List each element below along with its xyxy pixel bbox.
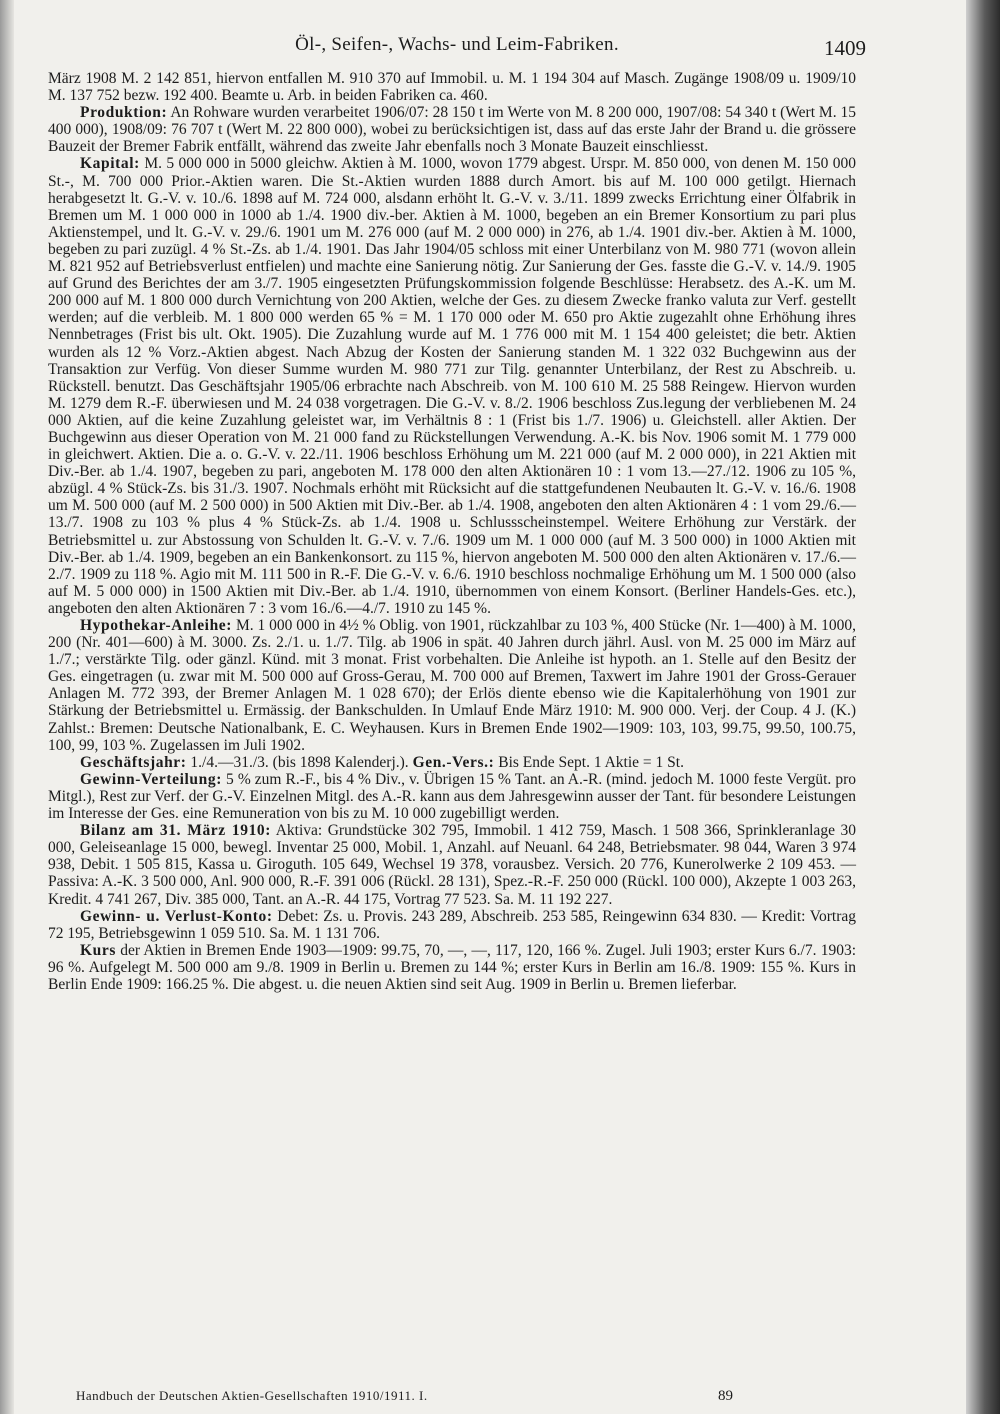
section-label: Gewinn- u. Verlust-Konto: <box>80 907 273 925</box>
section-label: Produktion: <box>80 104 168 122</box>
paragraph-text: 5 % zum R.-F., bis 4 % Div., v. Übrigen 15 % Tant. an A.-R. (mind. jedoch M. 1000 feste Vergüt. pro Mitgl.), Rest zur Verf. der G.-V. Einzelnen Mitgl. des A.-R. kann aus dem Jahresgewinn ausser der Tant. für besondere Leistungen im Interesse der Ges. eine Remuneration von bis zu M. 10 000 zugebilligt werden. <box>48 770 856 823</box>
paragraph-text: der Aktien in Bremen Ende 1903—1909: 99.75, 70, —, —, 117, 120, 166 %. Zugel. Juli 1903; erster Kurs 6./7. 1903: 96 %. Aufgelegt M. 500 000 am 9./8. 1909 in Berlin u. Bremen zu 144 %; erster Kurs in Berlin am 16./8. 1909: 155 %. Kurs in Berlin Ende 1909: 166.25 %. Die abgest. u. die neuen Aktien sind seit Aug. 1909 in Berlin u. Bremen lieferbar. <box>48 941 857 993</box>
paragraph-text: 1./4.—31./3. (bis 1898 Kalenderj.). <box>190 753 409 771</box>
paragraph-kapital <box>48 155 856 617</box>
section-label: Hypothekar-Anleihe: <box>80 617 233 634</box>
section-label: Bilanz am 31. März 1910: <box>80 822 272 840</box>
paragraph-text: März 1908 M. 2 142 851, hiervon entfallen M. 910 370 auf Immobil. u. M. 1 194 304 auf Masch. Zugänge 1908/09 u. 1909/10 M. 137 752 bezw. 192 400. Beamte u. Arb. in beiden Fabriken ca. 460. <box>48 70 856 105</box>
paragraph-gewinn-verteilung <box>48 771 856 822</box>
section-label-gen-vers: Gen.-Vers.: <box>412 753 495 771</box>
section-label: Kurs <box>80 941 116 959</box>
section-label: Kapital: <box>80 155 140 173</box>
body-text <box>48 70 856 993</box>
page-number: 1409 <box>824 36 866 60</box>
signature-mark: 89 <box>718 1388 733 1404</box>
paragraph-text: M. 1 000 000 in 4½ % Oblig. von 1901, rückzahlbar zu 103 %, 400 Stücke (Nr. 1—400) à M. 1000, 200 (Nr. 401—600) à M. 3000. Zs. 2./1. u. 1./7. Tilg. ab 1906 in spät. 40 Jahren durch jährl. Ausl. von M. 25 000 im März auf 1./7.; verstärkte Tilg. oder gänzl. Künd. mit 3 monat. Frist vorbehalten. Die Anleihe ist hypoth. an 1. Stelle auf den Besitz der Ges. eingetragen (u. zwar mit M. 500 000 auf Gross-Gerau, M. 700 000 auf Bremen, Taxwert im Jahre 1901 der Gross-Gerauer Anlagen M. 772 393, der Bremer Anlagen M. 1 028 670); der Erlös diente ebenso wie die Kapitalerhöhung von 1901 zur Stärkung der Betriebsmittel u. Ermässig. der Bankschulden. In Umlauf Ende März 1910: M. 900 000. Verj. der Coup. 4 J. (K.) Zahlst.: Bremen: Deutsche Nationalbank, E. C. Weyhausen. Kurs in Bremen Ende 1902—1909: 103, 103, 99.75, 99.50, 100.75, 100, 99, 103 %. Zugelassen im Juli 1902. <box>48 617 857 754</box>
paragraph-hypothekar-anleihe <box>48 617 856 754</box>
paragraph-text: M. 5 000 000 in 5000 gleichw. Aktien à M. 1000, wovon 1779 abgest. Urspr. M. 850 000, von denen M. 150 000 St.-, M. 700 000 Prior.-Aktien waren. Die St.-Aktien wurden 1888 durch Amort. bis auf M. 100 000 getilgt. Hiernach herabgesetzt lt. G.-V. v. 10./6. 1898 auf M. 724 000, alsdann erhöht lt. G.-V. v. 3./11. 1899 zwecks Errichtung einer Ölfabrik in Bremen um M. 1 000 000 in 1000 ab 1./4. 1900 div.-ber. Aktien à M. 1000, begeben an ein Bremer Konsortium zu pari plus Aktienstempel, und lt. G.-V. v. 29./6. 1901 um M. 276 000 (auf M. 2 000 000) in 276, ab 1./4. 1901 div.-ber. Aktien à M. 1000, begeben zu pari zuzügl. 4 % St.-Zs. ab 1./4. 1901. Das Jahr 1904/05 schloss mit einer Unterbilanz von M. 980 771 (wovon allein M. 821 952 auf Betriebsverlust entfielen) und machte eine Sanierung nötig. Zur Sanierung der Ges. fasste die G.-V. v. 14./9. 1905 auf Grund des Berichtes der am 3./7. 1905 eingesetzten Prüfungskommission folgende Beschlüsse: Herabsetz. des A.-K. um M. 200 000 auf M. 1 800 000 durch Vernichtung von 200 Aktien, welche der Ges. zu diesem Zwecke franko valuta zur Verf. gestellt werden; auf die verbleib. M. 1 800 000 werden 65 % = M. 1 170 000 oder M. 650 pro Aktie zugezahlt ohne Erhöhung ihres Nennbetrages (Frist bis ult. Okt. 1905). Die Zuzahlung wurde auf M. 1 776 000 mit M. 1 154 400 geleistet; die betr. Aktien wurden als 12 % Vorz.-Aktien abgest. Nach Abzug der Kosten der Sanierung standen M. 1 322 032 Buchgewinn aus der Transaktion zur Verfüg. Von dieser Summe wurden M. 980 771 zur Tilg. genannter Unterbilanz, der Rest zu Abschreib. u. Rückstell. benutzt. Das Geschäftsjahr 1905/06 erbrachte nach Abschreib. von M. 100 610 M. 25 588 Reingew. Hiervon wurden M. 1279 dem R.-F. überwiesen und M. 24 038 vorgetragen. Die G.-V. v. 8./2. 1906 beschloss Zus.legung der verbliebenen M. 24 000 Aktien, auf die keine Zuzahlung geleistet war, im Verhältnis 8 : 1 (Frist bis 1./7. 1906) u. Gleichstell. aller Aktien. Der Buchgewinn aus dieser Operation von M. 21 000 fand zu Rückstellungen Verwendung. A.-K. bis Nov. 1906 somit M. 1 779 000 in gleichwert. Aktien. Die a. o. G.-V. v. 22./11. 1906 beschloss Erhöhung um M. 221 000 (auf M. 2 000 000), in 221 Aktien mit Div.-Ber. ab 1./4. 1907, begeben zu pari, angeboten M. 178 000 den alten Aktionären 10 : 1 vom 13.—27./12. 1906 zu 105 %, abzügl. 4 % Stück-Zs. bis 31./3. 1907. Nochmals erhöht mit Rücksicht auf die stattgefundenen Neubauten lt. G.-V. v. 16./6. 1908 um M. 500 000 (auf M. 2 500 000) in 500 Aktien mit Div.-Ber. ab 1./4. 1908, angeboten den alten Aktionären 4 : 1 vom 29./6.—13./7. 1908 zu 103 % plus 4 % Stück-Zs. ab 1./4. 1908 u. Schlussscheinstempel. Weitere Erhöhung zur Verstärk. der Betriebsmittel u. zur Abstossung von Schulden lt. G.-V. v. 7./6. 1909 um M. 1 000 000 (auf M. 3 500 000) in 1000 Aktien mit Div.-Ber. ab 1./4. 1909, begeben an ein Bankenkonsort. zu 115 %, hiervon angeboten M. 500 000 den alten Aktionären v. 17./6.—2./7. 1909 zu 118 %. Agio mit M. 111 500 in R.-F. Die G.-V. v. 6./6. 1910 beschloss nochmalige Erhöhung um M. 1 500 000 (also auf M. 5 000 000) in 1500 Aktien mit Div.-Ber. ab 1./4. 1910, übernommen von einem Konsort. (Berliner Handels-Ges. etc.), angeboten den alten Aktionären 7 : 3 vom 16./6.—4./7. 1910 zu 145 %. <box>48 155 857 617</box>
paragraph-text: Aktiva: Grundstücke 302 795, Immobil. 1 412 759, Masch. 1 508 366, Sprinkleranlage 30 000, Geleiseanlage 15 000, bewegl. Inventar 25 000, Mobil. 1, Anzahl. auf Neuanl. 64 248, Betriebsmater. 98 044, Waren 3 974 938, Debit. 1 505 815, Kassa u. Giroguth. 105 649, Wechsel 19 378, vorausbez. Versich. 20 776, Kunerolwerke 2 109 453. — Passiva: A.-K. 3 500 000, Anl. 900 000, R.-F. 391 006 (Rückl. 28 131), Spez.-R.-F. 250 000 (Rückl. 100 000), Akzepte 1 003 263, Kredit. 4 741 267, Div. 385 000, Tant. an A.-R. 44 175, Vortrag 77 523. Sa. M. 11 192 227. <box>48 822 856 908</box>
paragraph-kurs <box>48 942 856 993</box>
paragraph-text: An Rohware wurden verarbeitet 1906/07: 28 150 t im Werte von M. 8 200 000, 1907/08: 54 340 t (Wert M. 15 400 000), 1908/09: 76 707 t (Wert M. 22 800 000), wobei zu berücksichtigen ist, dass auf das erste Jahr der Brand u. die grössere Bauzeit der Bremer Fabrik entfällt, während das zweite Jahr ebenfalls noch 3 Monate Bauzeit einschliesst. <box>48 104 856 156</box>
paragraph-intro <box>48 70 856 104</box>
paragraph-bilanz <box>48 822 856 907</box>
running-title: Öl-, Seifen-, Wachs- und Leim-Fabriken. <box>295 34 619 55</box>
page-footer <box>76 1388 856 1410</box>
paragraph-geschaeftsjahr <box>48 754 856 771</box>
paragraph-text: Debet: Zs. u. Provis. 243 289, Abschreib. 253 585, Reingewinn 634 830. — Kredit: Vortrag 72 195, Betriebsgewinn 1 059 510. Sa. M. 1 131 706. <box>48 907 857 942</box>
section-label: Geschäftsjahr: <box>80 753 187 771</box>
publication-imprint: Handbuch der Deutschen Aktien-Gesellschaften 1910/1911. I. <box>76 1388 428 1403</box>
paragraph-text-gen-vers: Bis Ende Sept. 1 Aktie = 1 St. <box>498 753 684 771</box>
section-label: Gewinn-Verteilung: <box>80 770 222 788</box>
page-header <box>48 30 866 60</box>
page-left-edge <box>0 0 14 1414</box>
page-right-edge <box>966 0 1000 1414</box>
paragraph-gewinn-verlust-konto <box>48 908 856 942</box>
paragraph-produktion <box>48 104 856 155</box>
